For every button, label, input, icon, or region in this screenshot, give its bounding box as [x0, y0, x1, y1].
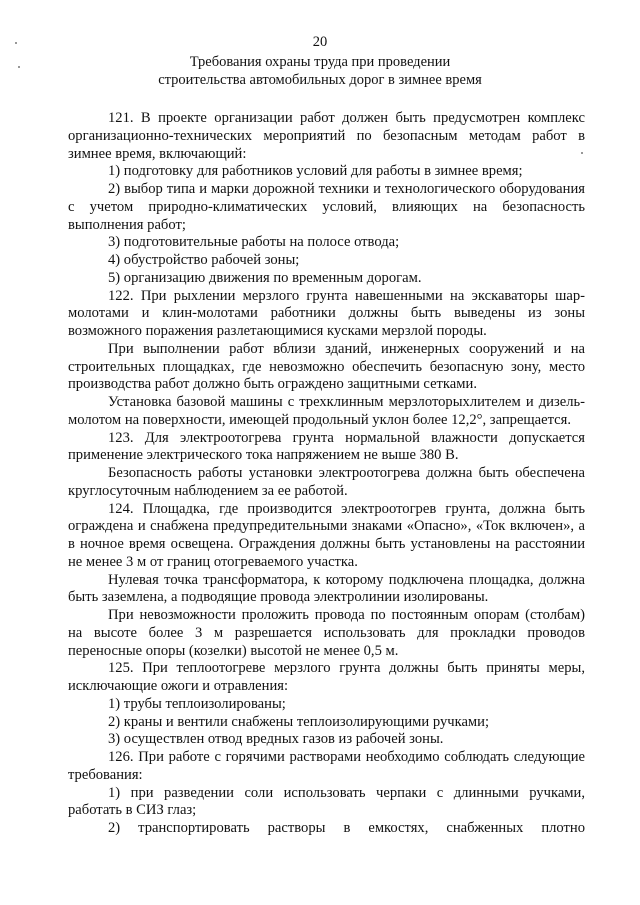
document-body — [68, 110, 585, 838]
paragraph: Безопасность работы установки электроотогрева должна быть обеспечена круглосуточным наблюдением за ее работой. — [68, 465, 585, 499]
list-item: 4) обустройство рабочей зоны; — [108, 252, 300, 268]
paragraph: При невозможности проложить провода по постоянным опорам (столбам) на высоте более 3 м разрешается использовать для прокладки проводов переносные опоры (козелки) высотой не менее 0,5 м. — [68, 607, 585, 659]
paragraph: 125. При теплоотогреве мерзлого грунта должны быть приняты меры, исключающие ожоги и отравления: — [68, 660, 585, 694]
list-item: 5) организацию движения по временным дорогам. — [108, 269, 422, 286]
scan-speck — [18, 66, 20, 68]
paragraph: Установка базовой машины с трехклинным мерзлоторыхлителем и дизель-молотом на поверхности, имеющей продольный уклон более 12,2°, запрещается. — [68, 394, 585, 428]
list-item: 3) осуществлен отвод вредных газов из рабочей зоны. — [108, 731, 444, 748]
paragraph: Нулевая точка трансформатора, к которому подключена площадка, должна быть заземлена, а подводящие провода электролинии изолированы. — [68, 571, 585, 606]
paragraph: 124. Площадка, где производится электроотогрев грунта, должна быть ограждена и снабжена предупредительными знаками «Опасно», «Ток включен», а в ночное время освещена. Ограждения должны быть установлены на расстоянии не менее 3 м от границ отогреваемого участка. — [68, 500, 585, 570]
title-line: Требования охраны труда при проведении — [189, 54, 451, 70]
paragraph: 121. В проекте организации работ должен быть предусмотрен комплекс организационно-технических мероприятий по безопасным методам работ в зимнее время, включающий: — [68, 110, 585, 162]
scan-speck — [15, 42, 17, 44]
paragraph: 123. Для электроотогрева грунта нормальной влажности допускается применение электрического тока напряжением не выше 380 В. — [68, 429, 585, 464]
scan-speck — [581, 152, 583, 154]
paragraph: При выполнении работ вблизи зданий, инженерных сооружений и на строительных площадках, где невозможно обеспечить безопасную зону, место производства работ должно быть ограждено защитными сетками. — [68, 340, 585, 393]
title-line: строительства автомобильных дорог в зимнее время — [158, 71, 482, 88]
list-item: 1) трубы теплоизолированы; — [108, 695, 286, 712]
list-item: 1) подготовку для работников условий для работы в зимнее время; — [108, 163, 523, 180]
paragraph: 126. При работе с горячими растворами необходимо соблюдать следующие требования: — [68, 749, 585, 783]
page-number: 20 — [312, 34, 328, 50]
document-title — [0, 54, 640, 89]
list-item: 3) подготовительные работы на полосе отвода; — [108, 234, 400, 251]
paragraph: 122. При рыхлении мерзлого грунта навешенными на экскаваторы шар-молотами и клин-молотами работники должны быть выведены из зоны возможного поражения разлетающимися кусками мерзлой породы. — [68, 287, 585, 339]
list-item: 2) выбор типа и марки дорожной техники и технологического оборудования с учетом природно-климатических условий, влияющих на безопасность выполнения работ; — [68, 181, 585, 233]
list-item: 2) транспортировать растворы в емкостях, снабженных плотно — [108, 820, 585, 836]
list-item: 2) краны и вентили снабжены теплоизолирующими ручками; — [108, 713, 490, 730]
list-item: 1) при разведении соли использовать черпаки с длинными ручками, работать в СИЗ глаз; — [68, 784, 585, 819]
